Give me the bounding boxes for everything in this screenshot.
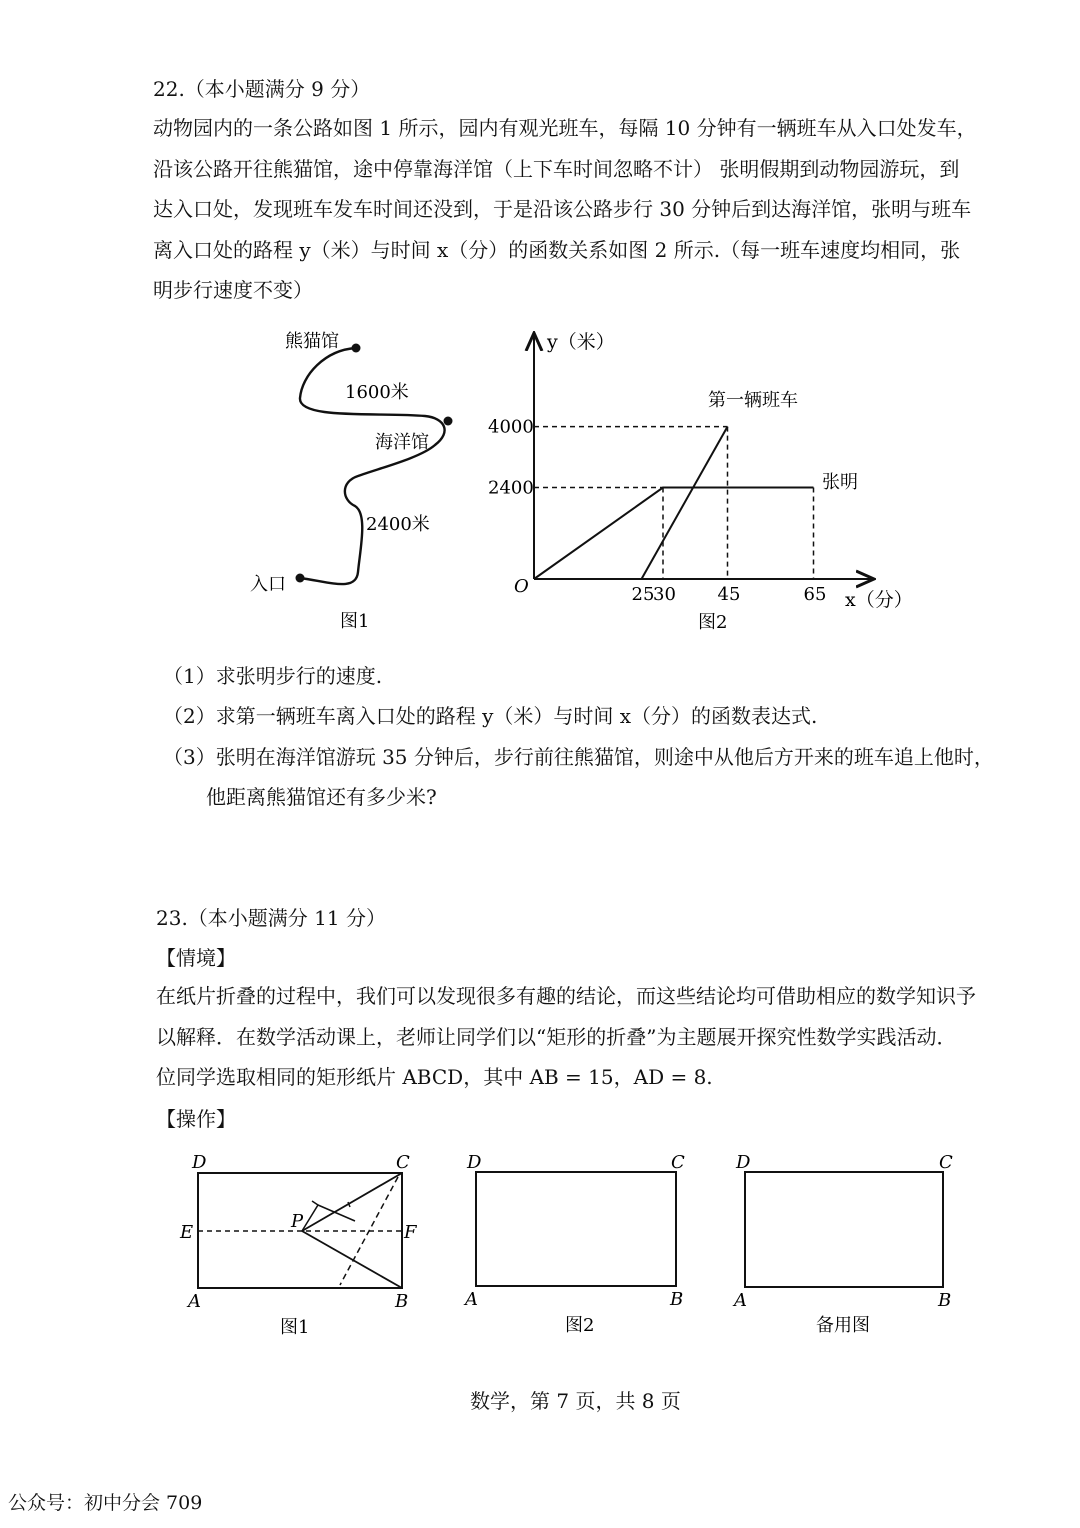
bus-series-label: 第一辆班车 xyxy=(708,390,798,411)
q23-fig3-label-d: D xyxy=(736,1152,751,1173)
q23-backup-fig xyxy=(732,1152,953,1336)
q22-stem-line: 沿该公路开往熊猫馆，途中停靠海洋馆（上下车时间忽略不计） 张明假期到动物园游玩，到 xyxy=(153,156,960,181)
series-line-bus xyxy=(642,427,728,579)
line-pb xyxy=(302,1231,402,1288)
q23-fig2-label-c: C xyxy=(671,1152,685,1173)
walker-series-label: 张明 xyxy=(822,472,858,493)
q22-stem-line: 离入口处的路程 y（米）与时间 x（分）的函数关系如图 2 所示.（每一班车速度均相同，张 xyxy=(153,237,961,262)
q23-fig1-label-a: A xyxy=(188,1291,201,1312)
q23-fig1-label-e: E xyxy=(180,1222,194,1243)
fig2-caption: 图2 xyxy=(698,612,728,633)
q23-fig1-label-c: C xyxy=(396,1152,410,1173)
q22-sub-2: （2）求第一辆班车离入口处的路程 y（米）与时间 x（分）的函数表达式. xyxy=(163,704,818,728)
q22-sub-1: （1）求张明步行的速度. xyxy=(163,664,383,688)
fig1-caption: 图1 xyxy=(340,611,370,632)
line-cp xyxy=(302,1173,402,1231)
page-footer: 数学，第 7 页，共 8 页 xyxy=(470,1389,681,1413)
q23-fig1-label-d: D xyxy=(192,1152,207,1173)
q23-fig1-label-p: P xyxy=(291,1211,304,1232)
q23-situation-line: 在纸片折叠的过程中，我们可以发现很多有趣的结论，而这些结论均可借助相应的数学知识予 xyxy=(156,984,976,1008)
label-panda: 熊猫馆 xyxy=(285,331,339,352)
x-tick-label: 45 xyxy=(717,584,741,605)
q23-fig1-caption: 图1 xyxy=(280,1317,310,1338)
q23-situation xyxy=(156,976,1006,1098)
q23-fig2-label-a: A xyxy=(465,1289,478,1310)
label-ocean: 海洋馆 xyxy=(375,432,429,453)
q22-stem-line: 明步行速度不变） xyxy=(153,278,313,302)
label-entrance: 入口 xyxy=(250,574,286,595)
q23-fig3-label-c: C xyxy=(939,1152,953,1173)
q23-fig2-caption: 图2 xyxy=(565,1315,595,1336)
x-tick-label: 25 xyxy=(631,584,655,605)
q22-stem-line: 动物园内的一条公路如图 1 所示，园内有观光班车，每隔 10 分钟有一辆班车从入口处发车， xyxy=(153,116,977,140)
label-dist-top: 1600米 xyxy=(345,382,409,403)
q23-situation-heading: 【情境】 xyxy=(156,946,236,970)
q23-fig1-label-f: F xyxy=(404,1222,417,1243)
q23-situation-line: 位同学选取相同的矩形纸片 ABCD，其中 AB = 15，AD = 8. xyxy=(156,1065,713,1089)
y-axis-label: y（米） xyxy=(547,331,615,353)
watermark: 公众号：初中分会 709 xyxy=(8,1492,203,1514)
y-tick-label: 2400 xyxy=(488,477,534,499)
y-tick-label: 4000 xyxy=(488,416,534,438)
entrance-dot xyxy=(296,574,305,583)
panda-dot xyxy=(352,344,361,353)
q23-title: 23.（本小题满分 11 分） xyxy=(156,906,386,930)
q22-sub-3: （3）张明在海洋馆游玩 35 分钟后，步行前往熊猫馆，则途中从他后方开来的班车追上他时， xyxy=(163,745,994,769)
q23-fig2 xyxy=(463,1152,685,1336)
q23-fig3-label-b: B xyxy=(938,1290,952,1311)
q23-fig2-label-b: B xyxy=(670,1289,684,1310)
q22-title: 22.（本小题满分 9 分） xyxy=(153,77,371,101)
x-axis-label: x（分） xyxy=(845,589,913,611)
x-tick-label: 65 xyxy=(803,584,827,605)
label-dist-bottom: 2400米 xyxy=(366,514,430,535)
q23-fig1-label-b: B xyxy=(395,1291,409,1312)
series-line-walker xyxy=(534,488,814,579)
q22-sub-3-cont: 他距离熊猫馆还有多少米? xyxy=(206,785,437,809)
q23-fig2-label-d: D xyxy=(467,1152,482,1173)
origin-label: O xyxy=(514,576,529,597)
q23-situation-line: 以解释．在数学活动课上，老师让同学们以“矩形的折叠”为主题展开探究性数学实践活动． xyxy=(156,1024,957,1049)
q23-fig3-label-a: A xyxy=(734,1290,747,1311)
q23-fig3-caption: 备用图 xyxy=(816,1315,870,1336)
ocean-dot xyxy=(444,417,453,426)
q22-stem xyxy=(153,108,1003,311)
q22-stem-line: 达入口处，发现班车发车时间还没到，于是沿该公路步行 30 分钟后到达海洋馆，张明与班车 xyxy=(153,197,972,221)
q23-fig1 xyxy=(179,1152,418,1338)
q22-fig1-road-map xyxy=(230,320,490,640)
q22-fig2-chart xyxy=(480,320,920,640)
x-tick-label: 30 xyxy=(653,584,676,605)
q23-operation-heading: 【操作】 xyxy=(156,1107,236,1131)
q23-figures xyxy=(170,1145,980,1345)
